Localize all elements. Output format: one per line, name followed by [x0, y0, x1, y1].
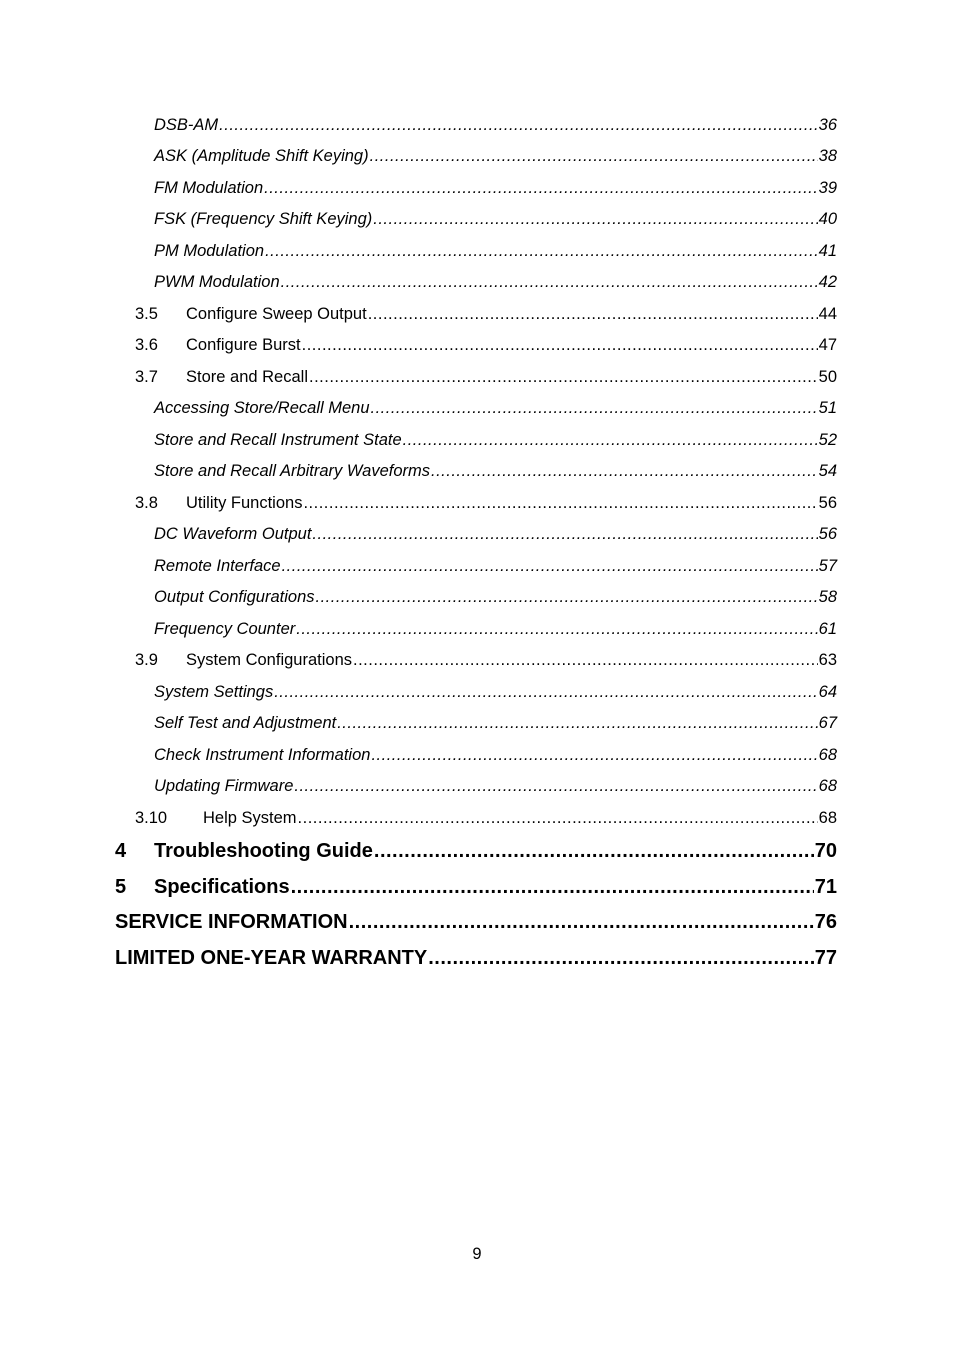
toc-entry-page: 70 [814, 840, 837, 862]
toc-chapter-5[interactable] [0, 876, 954, 899]
toc-entry-page: 42 [818, 273, 837, 291]
toc-entry-self-test[interactable] [0, 714, 954, 733]
toc-entry-page: 67 [818, 714, 837, 732]
toc-entry-title: System Configurations [186, 651, 352, 669]
toc-entry-title: DC Waveform Output [154, 525, 312, 543]
toc-entry-instrument-info[interactable] [0, 746, 954, 765]
toc-dot-leader [370, 147, 818, 166]
toc-entry-page: 76 [814, 911, 837, 933]
toc-entry-fsk[interactable] [0, 210, 954, 229]
toc-entry-title: SERVICE INFORMATION [115, 911, 348, 933]
toc-dot-leader [294, 777, 817, 796]
toc-entry-title: Utility Functions [186, 494, 303, 512]
toc-dot-leader [296, 620, 817, 639]
toc-entry-title: FSK (Frequency Shift Keying) [154, 210, 373, 228]
toc-service-information[interactable] [0, 911, 954, 934]
toc-dot-leader [312, 525, 817, 544]
toc-entry-title: Remote Interface [154, 557, 281, 575]
toc-chapter-4[interactable] [0, 840, 954, 863]
toc-entry-page: 58 [818, 588, 837, 606]
toc-chapter-number: 4 [115, 840, 127, 862]
toc-entry-title: PWM Modulation [154, 273, 280, 291]
toc-dot-leader [431, 462, 818, 481]
toc-entry-page: 39 [818, 179, 837, 197]
toc-dot-leader [302, 336, 818, 355]
toc-entry-title: DSB-AM [154, 116, 219, 134]
toc-entry-title: Accessing Store/Recall Menu [154, 399, 370, 417]
toc-entry-updating-firmware[interactable] [0, 777, 954, 796]
toc-dot-leader [316, 588, 818, 607]
toc-entry-title: System Settings [154, 683, 274, 701]
toc-dot-leader [309, 368, 818, 387]
toc-entry-title: Store and Recall Arbitrary Waveforms [154, 462, 431, 480]
toc-section-number: 3.5 [135, 305, 158, 323]
toc-entry-title: Troubleshooting Guide [154, 840, 373, 862]
toc-entry-page: 57 [818, 557, 837, 575]
toc-entry-page: 40 [818, 210, 837, 228]
toc-dot-leader [349, 911, 814, 934]
toc-entry-dsb-am[interactable] [0, 116, 954, 135]
toc-entry-title: ASK (Amplitude Shift Keying) [154, 147, 369, 165]
toc-entry-title: Output Configurations [154, 588, 315, 606]
toc-entry-title: Self Test and Adjustment [154, 714, 337, 732]
toc-entry-title: Configure Sweep Output [186, 305, 367, 323]
toc-dot-leader [371, 746, 817, 765]
toc-entry-page: 50 [818, 368, 837, 386]
toc-entry-page: 52 [818, 431, 837, 449]
toc-section-number: 3.10 [135, 809, 168, 827]
toc-entry-title: Configure Burst [186, 336, 301, 354]
toc-entry-frequency-counter[interactable] [0, 620, 954, 639]
toc-entry-page: 68 [818, 777, 837, 795]
toc-dot-leader [337, 714, 817, 733]
toc-section-3-7[interactable] [0, 368, 954, 387]
toc-dot-leader [303, 494, 817, 513]
toc-entry-page: 68 [818, 746, 837, 764]
toc-entry-page: 44 [818, 305, 837, 323]
toc-entry-remote-interface[interactable] [0, 557, 954, 576]
toc-entry-page: 77 [814, 947, 837, 969]
toc-entry-title: Specifications [154, 876, 290, 898]
toc-entry-output-config[interactable] [0, 588, 954, 607]
toc-entry-page: 63 [818, 651, 837, 669]
toc-dot-leader [291, 876, 814, 899]
toc-section-3-9[interactable] [0, 651, 954, 670]
toc-entry-dc-waveform[interactable] [0, 525, 954, 544]
toc-dot-leader [371, 399, 818, 418]
toc-entry-page: 61 [818, 620, 837, 638]
toc-entry-page: 56 [818, 494, 837, 512]
toc-dot-leader [265, 242, 818, 261]
toc-entry-title: Updating Firmware [154, 777, 294, 795]
toc-entry-title: Store and Recall [186, 368, 308, 386]
toc-dot-leader [219, 116, 817, 135]
toc-dot-leader [274, 683, 817, 702]
toc-entry-fm-modulation[interactable] [0, 179, 954, 198]
toc-section-number: 3.8 [135, 494, 158, 512]
toc-dot-leader [281, 273, 818, 292]
page-number: 9 [472, 1245, 482, 1263]
toc-entry-store-recall-arb[interactable] [0, 462, 954, 481]
toc-entry-title: FM Modulation [154, 179, 264, 197]
toc-section-number: 3.9 [135, 651, 158, 669]
toc-dot-leader [282, 557, 818, 576]
toc-section-3-6[interactable] [0, 336, 954, 355]
toc-section-3-10[interactable] [0, 809, 954, 828]
toc-entry-title: Check Instrument Information [154, 746, 371, 764]
toc-chapter-number: 5 [115, 876, 127, 898]
toc-entry-pwm-modulation[interactable] [0, 273, 954, 292]
toc-entry-title: LIMITED ONE-YEAR WARRANTY [115, 947, 428, 969]
toc-entry-system-settings[interactable] [0, 683, 954, 702]
toc-dot-leader [374, 840, 814, 863]
toc-entry-page: 71 [814, 876, 837, 898]
toc-section-number: 3.6 [135, 336, 158, 354]
toc-entry-page: 56 [818, 525, 837, 543]
toc-dot-leader [298, 809, 818, 828]
toc-entry-pm-modulation[interactable] [0, 242, 954, 261]
toc-dot-leader [373, 210, 817, 229]
toc-dot-leader [428, 947, 814, 970]
toc-dot-leader [353, 651, 818, 670]
toc-entry-store-recall-state[interactable] [0, 431, 954, 450]
toc-entry-ask[interactable] [0, 147, 954, 166]
toc-entry-title: Frequency Counter [154, 620, 296, 638]
toc-entry-page: 38 [818, 147, 837, 165]
toc-dot-leader [403, 431, 818, 450]
toc-entry-accessing-store-recall[interactable] [0, 399, 954, 418]
toc-section-number: 3.7 [135, 368, 158, 386]
toc-entry-page: 47 [818, 336, 837, 354]
toc-entry-page: 51 [818, 399, 837, 417]
toc-entry-page: 54 [818, 462, 837, 480]
toc-section-3-5[interactable] [0, 305, 954, 324]
toc-limited-warranty[interactable] [0, 947, 954, 970]
toc-dot-leader [264, 179, 818, 198]
toc-entry-title: Help System [203, 809, 297, 827]
toc-entry-page: 41 [818, 242, 837, 260]
toc-entry-page: 68 [818, 809, 837, 827]
toc-entry-title: PM Modulation [154, 242, 265, 260]
toc-section-3-8[interactable] [0, 494, 954, 513]
toc-dot-leader [368, 305, 818, 324]
toc-entry-title: Store and Recall Instrument State [154, 431, 402, 449]
toc-entry-page: 64 [818, 683, 837, 701]
toc-entry-page: 36 [818, 116, 837, 134]
